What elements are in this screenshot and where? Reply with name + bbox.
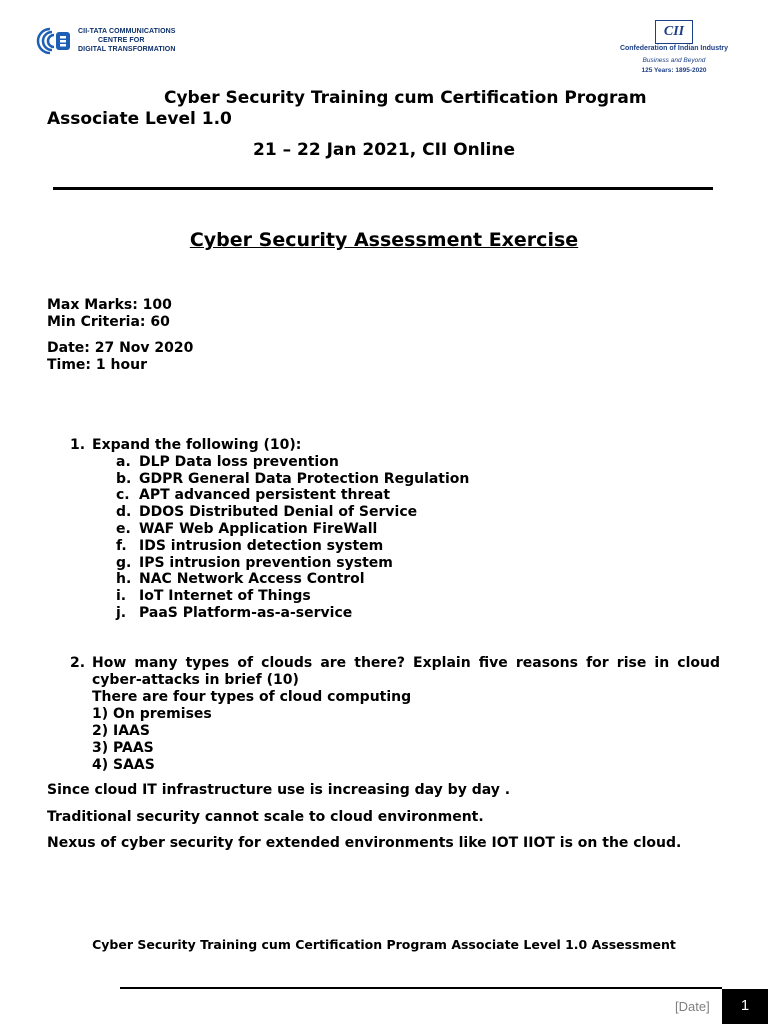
list-item: 4) SAAS [92, 757, 155, 773]
cii-logo-name: Confederation of Indian Industry [619, 45, 729, 52]
cii-logo-tagline: Business and Beyond [642, 57, 706, 64]
footer-title: Cyber Security Training cum Certification Program Associate Level 1.0 Assessment [92, 937, 676, 952]
page-number: 1 [722, 989, 768, 1024]
cii-tata-logo [36, 24, 196, 58]
logo-line-1: CII-TATA COMMUNICATIONS [78, 28, 176, 35]
cii-logo-mark: CII [655, 20, 693, 44]
list-item [70, 571, 469, 588]
list-item [70, 504, 469, 521]
question-1-text: Expand the following (10): [92, 437, 302, 453]
marks-block [47, 297, 172, 331]
list-item-letter: g. [116, 554, 132, 571]
list-item [70, 588, 469, 605]
list-item-text: DDOS Distributed Denial of Service [139, 504, 418, 521]
list-item [70, 555, 469, 572]
list-item-text: APT advanced persistent threat [139, 487, 391, 504]
question-2-number: 2. [70, 655, 86, 671]
question-1-stem [70, 437, 469, 454]
header-divider [53, 187, 713, 190]
paragraph: Since cloud IT infrastructure use is increasing day by day . [47, 782, 511, 798]
cii-tata-emblem-icon [36, 26, 76, 56]
min-criteria: Min Criteria: 60 [47, 314, 170, 330]
list-item-letter: j. [116, 604, 127, 621]
question-1 [70, 437, 469, 622]
list-item-text: GDPR General Data Protection Regulation [139, 470, 470, 487]
list-item-letter: f. [116, 537, 127, 554]
list-item-letter: c. [116, 487, 130, 504]
list-item-text: DLP Data loss prevention [139, 453, 339, 470]
cii-tata-logo-text [78, 27, 176, 54]
list-item-letter: i. [116, 588, 127, 605]
cii-logo-years: 125 Years: 1895-2020 [641, 67, 707, 74]
question-1-number: 1. [70, 437, 86, 453]
list-item-text: IoT Internet of Things [139, 588, 311, 605]
program-title-line-2: Associate Level 1.0 [47, 109, 232, 129]
list-item-letter: d. [116, 504, 132, 521]
exercise-heading: Cyber Security Assessment Exercise [189, 229, 579, 251]
list-item-letter: a. [116, 453, 131, 470]
schedule-block [47, 340, 193, 374]
date-placeholder: [Date] [675, 999, 710, 1014]
list-item [70, 538, 469, 555]
cii-logo [612, 20, 736, 78]
list-item [70, 521, 469, 538]
list-item [70, 454, 469, 471]
answer-intro: There are four types of cloud computing [92, 689, 412, 705]
paragraph: Nexus of cyber security for extended environments like IOT IIOT is on the cloud. [47, 835, 682, 851]
question-2-answer [70, 689, 720, 774]
program-title-line-1: Cyber Security Training cum Certification Program [164, 88, 647, 108]
list-item-letter: h. [116, 571, 132, 588]
list-item [70, 605, 469, 622]
program-date-venue: 21 – 22 Jan 2021, CII Online [253, 140, 515, 160]
list-item: 1) On premises [92, 706, 212, 722]
list-item-text: IDS intrusion detection system [139, 537, 384, 554]
list-item-letter: b. [116, 470, 132, 487]
list-item [70, 487, 469, 504]
logo-line-2: CENTRE FOR [98, 37, 145, 44]
list-item-text: PaaS Platform-as-a-service [139, 604, 353, 621]
list-item [70, 471, 469, 488]
list-item-text: IPS intrusion prevention system [139, 554, 393, 571]
logo-line-3: DIGITAL TRANSFORMATION [78, 46, 176, 53]
exam-time: Time: 1 hour [47, 357, 147, 373]
paragraph: Traditional security cannot scale to cloud environment. [47, 809, 484, 825]
list-item-text: NAC Network Access Control [139, 571, 365, 588]
list-item-text: WAF Web Application FireWall [139, 520, 378, 537]
list-item-letter: e. [116, 520, 131, 537]
question-2-stem [70, 655, 720, 689]
question-2 [70, 655, 720, 774]
max-marks: Max Marks: 100 [47, 297, 172, 313]
footer-divider [120, 987, 722, 989]
list-item: 2) IAAS [92, 723, 150, 739]
list-item: 3) PAAS [92, 740, 154, 756]
question-2-text: How many types of clouds are there? Explain five reasons for rise in cloud cyber-attacks in brief (10) [92, 655, 720, 688]
exam-date: Date: 27 Nov 2020 [47, 340, 194, 356]
